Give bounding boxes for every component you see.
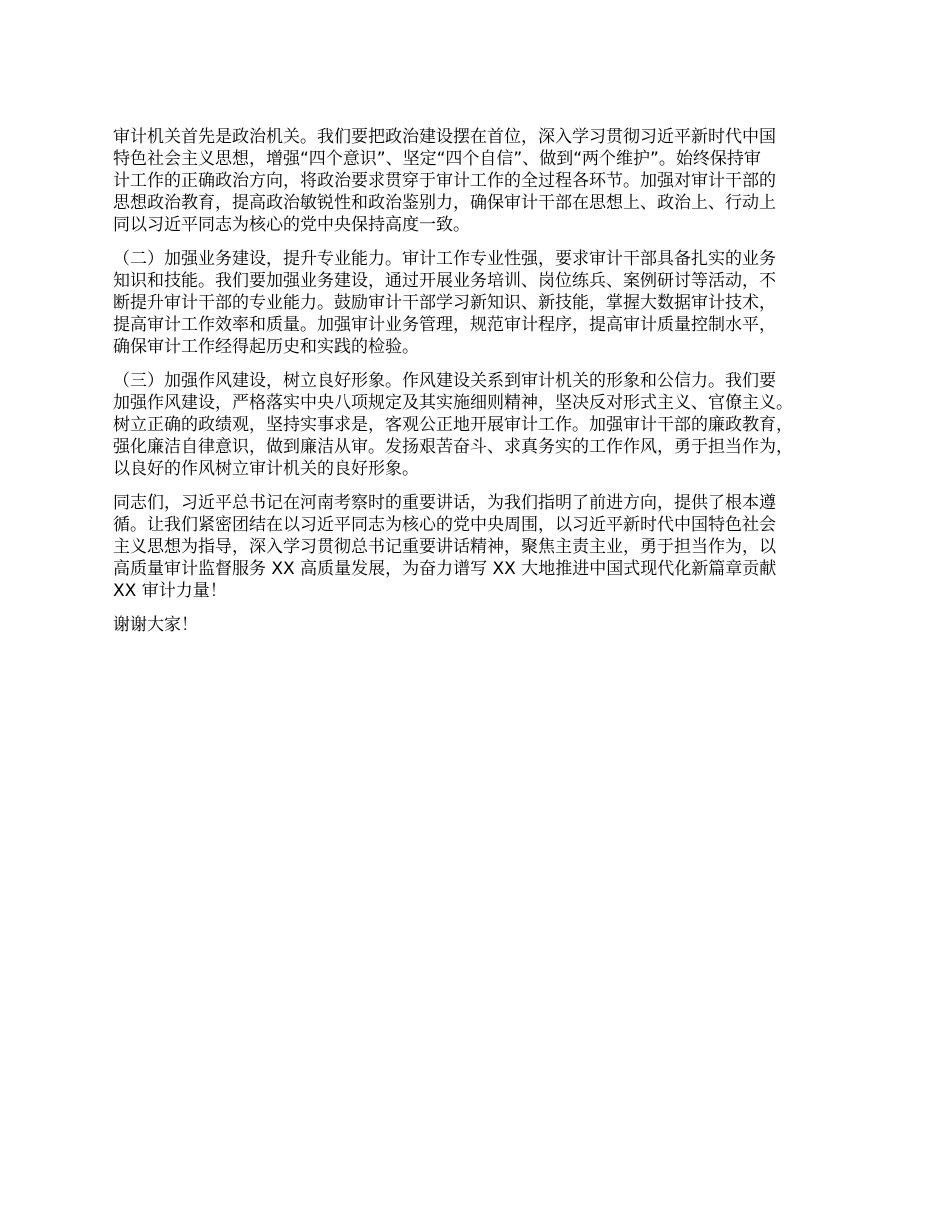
text-line: 计工作的正确政治方向，将政治要求贯穿于审计工作的全过程各环节。加强对审计干部的 [113,171,776,191]
text-line: 高质量审计监督服务 XX 高质量发展，为奋力谱写 XX 大地推进中国式现代化新篇章贡献 [113,559,777,579]
text-line: 树立正确的政绩观，坚持实事求是，客观公正地开展审计工作。加强审计干部的廉政教育， [113,415,793,435]
text-line: 循。让我们紧密团结在以习近平同志为核心的党中央周围，以习近平新时代中国特色社会 [113,515,776,535]
paragraph-business-building [113,248,858,358]
text-line: XX 审计力量！ [113,581,227,601]
text-line: 加强作风建设，严格落实中央八项规定及其实施细则精神，坚决反对形式主义、官僚主义。 [113,393,793,413]
document-body [113,126,858,648]
text-line: 强化廉洁自律意识，做到廉洁从审。发扬艰苦奋斗、求真务实的工作作风，勇于担当作为， [113,437,793,457]
text-line: 同志们，习近平总书记在河南考察时的重要讲话，为我们指明了前进方向，提供了根本遵 [113,493,776,513]
paragraph-style-building [113,370,858,480]
text-line: （三）加强作风建设，树立良好形象。作风建设关系到审计机关的形象和公信力。我们要 [113,371,776,391]
paragraph-conclusion [113,492,858,602]
text-line: 提高审计工作效率和质量。加强审计业务管理，规范审计程序，提高审计质量控制水平， [113,315,776,335]
text-line: 审计机关首先是政治机关。我们要把政治建设摆在首位，深入学习贯彻习近平新时代中国 [113,127,776,147]
text-line: 以良好的作风树立审计机关的良好形象。 [113,459,419,479]
text-line: 特色社会主义思想，增强“四个意识”、坚定“四个自信”、做到“两个维护”。始终保持审 [113,149,761,169]
text-line: 谢谢大家！ [113,615,198,635]
paragraph-thanks [113,614,858,636]
text-line: 思想政治教育，提高政治敏锐性和政治鉴别力，确保审计干部在思想上、政治上、行动上 [113,193,776,213]
text-line: （二）加强业务建设，提升专业能力。审计工作专业性强，要求审计干部具备扎实的业务 [113,249,776,269]
text-line: 知识和技能。我们要加强业务建设，通过开展业务培训、岗位练兵、案例研讨等活动，不 [113,271,776,291]
text-line: 断提升审计干部的专业能力。鼓励审计干部学习新知识、新技能，掌握大数据审计技术， [113,293,776,313]
text-line: 同以习近平同志为核心的党中央保持高度一致。 [113,215,470,235]
text-line: 主义思想为指导，深入学习贯彻总书记重要讲话精神，聚焦主责主业，勇于担当作为，以 [113,537,776,557]
text-line: 确保审计工作经得起历史和实践的检验。 [113,337,419,357]
paragraph-political-building [113,126,858,236]
